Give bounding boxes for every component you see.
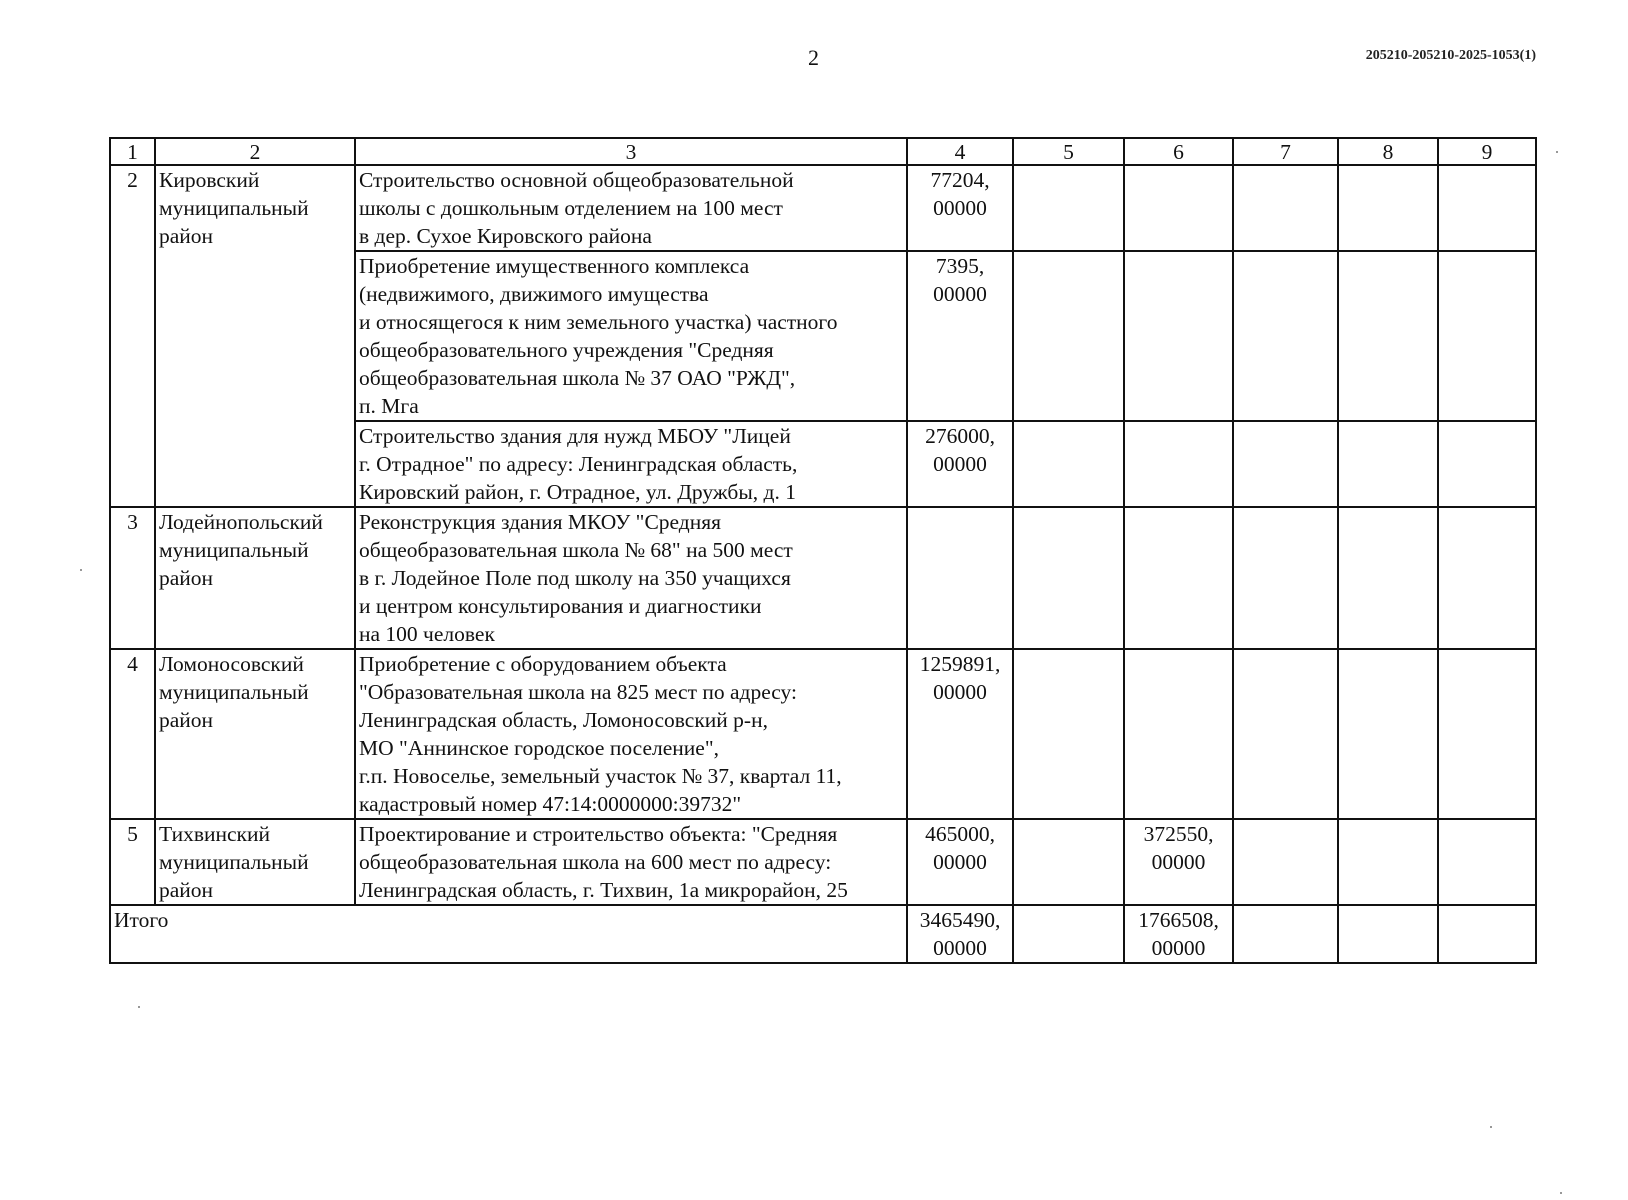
total-label: Итого	[110, 905, 907, 963]
amount-col-4: 7395, 00000	[907, 251, 1013, 421]
table-row	[110, 649, 1536, 819]
column-number-header	[110, 138, 1536, 165]
amount-col-8	[1338, 251, 1438, 421]
amount-col-5	[1013, 507, 1124, 649]
amount-col-7	[1233, 819, 1338, 905]
page-number: 2	[808, 45, 819, 70]
header-cell: 2	[155, 138, 355, 165]
header-cell: 9	[1438, 138, 1536, 165]
total-col-9	[1438, 905, 1536, 963]
amount-col-6	[1124, 165, 1233, 251]
amount-col-9	[1438, 421, 1536, 507]
object-description: Приобретение имущественного комплекса (недвижимого, движимого имущества и относящегося к ним земельного участка) частного общеобразовательного учреждения "Средняя общеобразовательная школа № 37 ОАО "РЖД", п. Мга	[355, 251, 907, 421]
header-cell: 3	[355, 138, 907, 165]
total-col-5	[1013, 905, 1124, 963]
amount-col-6	[1124, 649, 1233, 819]
amount-col-7	[1233, 165, 1338, 251]
amount-col-9	[1438, 165, 1536, 251]
scan-speck	[1490, 1126, 1492, 1128]
amount-col-4: 77204, 00000	[907, 165, 1013, 251]
amount-col-7	[1233, 421, 1338, 507]
amount-col-6	[1124, 421, 1233, 507]
table-row	[110, 165, 1536, 251]
amount-col-9	[1438, 507, 1536, 649]
object-description: Реконструкция здания МКОУ "Средняя общеобразовательная школа № 68" на 500 мест в г. Лодейное Поле под школу на 350 учащихся и центром консультирования и диагностики на 100 человек	[355, 507, 907, 649]
amount-col-4: 465000, 00000	[907, 819, 1013, 905]
amount-col-6	[1124, 251, 1233, 421]
amount-col-8	[1338, 649, 1438, 819]
row-number: 3	[110, 507, 155, 649]
object-description: Проектирование и строительство объекта: "Средняя общеобразовательная школа на 600 мест по адресу: Ленинградская область, г. Тихвин, 1а микрорайон, 25	[355, 819, 907, 905]
amount-col-4: 1259891, 00000	[907, 649, 1013, 819]
row-number: 2	[110, 165, 155, 507]
amount-col-5	[1013, 649, 1124, 819]
amount-col-5	[1013, 251, 1124, 421]
district-name: Лодейнопольский муниципальный район	[155, 507, 355, 649]
amount-col-8	[1338, 421, 1438, 507]
scan-speck	[80, 569, 82, 571]
header-cell: 5	[1013, 138, 1124, 165]
table-row	[110, 819, 1536, 905]
amount-col-8	[1338, 507, 1438, 649]
scan-speck	[1556, 151, 1558, 153]
amount-col-9	[1438, 251, 1536, 421]
header-cell: 1	[110, 138, 155, 165]
amount-col-7	[1233, 507, 1338, 649]
amount-col-6: 372550, 00000	[1124, 819, 1233, 905]
total-col-6: 1766508, 00000	[1124, 905, 1233, 963]
amount-col-4: 276000, 00000	[907, 421, 1013, 507]
row-number: 4	[110, 649, 155, 819]
header-cell: 7	[1233, 138, 1338, 165]
amount-col-4	[907, 507, 1013, 649]
amount-col-8	[1338, 819, 1438, 905]
header-cell: 6	[1124, 138, 1233, 165]
document-code: 205210-205210-2025-1053(1)	[1365, 48, 1536, 63]
header-cell: 4	[907, 138, 1013, 165]
table-row	[110, 507, 1536, 649]
amount-col-7	[1233, 649, 1338, 819]
total-col-4: 3465490, 00000	[907, 905, 1013, 963]
header-cell: 8	[1338, 138, 1438, 165]
district-name: Кировский муниципальный район	[155, 165, 355, 507]
object-description: Строительство основной общеобразовательной школы с дошкольным отделением на 100 мест в дер. Сухое Кировского района	[355, 165, 907, 251]
amount-col-9	[1438, 649, 1536, 819]
amount-col-7	[1233, 251, 1338, 421]
amount-col-5	[1013, 165, 1124, 251]
amount-col-9	[1438, 819, 1536, 905]
amount-col-5	[1013, 421, 1124, 507]
object-description: Строительство здания для нужд МБОУ "Лицей г. Отрадное" по адресу: Ленинградская область, Кировский район, г. Отрадное, ул. Дружбы, д. 1	[355, 421, 907, 507]
object-description: Приобретение с оборудованием объекта "Образовательная школа на 825 мест по адресу: Ленинградская область, Ломоносовский р-н, МО "Аннинское городское поселение", г.п. Новоселье, земельный участок № 37, квартал 11, кадастровый номер 47:14:0000000:39732"	[355, 649, 907, 819]
amount-col-5	[1013, 819, 1124, 905]
amount-col-8	[1338, 165, 1438, 251]
row-number: 5	[110, 819, 155, 905]
total-col-7	[1233, 905, 1338, 963]
total-row	[110, 905, 1536, 963]
district-name: Ломоносовский муниципальный район	[155, 649, 355, 819]
total-col-8	[1338, 905, 1438, 963]
district-name: Тихвинский муниципальный район	[155, 819, 355, 905]
budget-table	[109, 137, 1537, 964]
scan-speck	[1560, 1192, 1562, 1194]
scan-speck	[138, 1006, 140, 1008]
amount-col-6	[1124, 507, 1233, 649]
